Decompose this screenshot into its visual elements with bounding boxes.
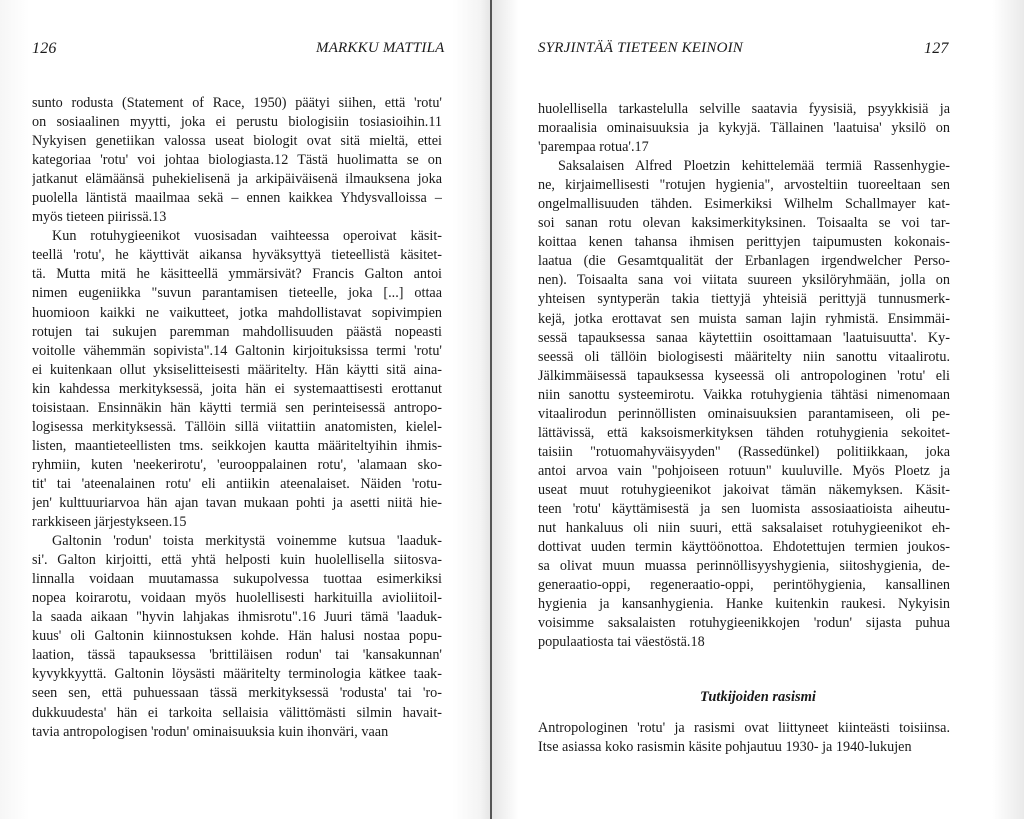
text-line: linnalla voidaan muutamassa sukupolvessa tuottaa esimerkiksi [32, 571, 442, 588]
text-line: useat muut rotuhygieenikot jakoivat tämän näkemyksen. Käsit- [538, 481, 950, 498]
text-line: Saksalaisen Alfred Ploetzin kehittelemää termiä Rassenhygie- [558, 158, 950, 175]
text-line: vitaalirodun perinnöllisten ominaisuuksien parantamiseen, oli pe- [538, 405, 950, 422]
text-line: Kun rotuhygieenikot vuosisadan vaihteessa operoivat käsit- [52, 228, 442, 245]
text-line: huolellisella tarkastelulla selville saatavia fyysisiä, psyykkisiä ja [538, 101, 950, 117]
text-line: myös tieteen piirissä.13 [32, 209, 167, 226]
text-line: Jälkimmäisessä tapauksessa kyseessä oli antropologinen 'rotu' eli [538, 367, 950, 384]
text-line: listen, maantieteellisten tms. seikkojen kautta määriteltyihin ihmis- [32, 437, 442, 454]
text-line: huomioon kaikki ne vaikutteet, jotka mahdollistavat sopivimpien [32, 304, 442, 321]
text-line: jen' kulttuuriarvoa hän ajan tavan mukaan pohti ja asetti niitä hie- [32, 494, 442, 511]
text-line: nimen eugeniikka "suvun parantamisen tieteelle, joka [...] ottaa [32, 285, 442, 302]
text-line: hygienia ja kansanhygienia. Hanke kuitenkin raukesi. Nykyisin [538, 596, 950, 613]
text-line: moraalisia ominaisuuksia ja kykyjä. Tällainen 'laatuisa' yksilö on [538, 120, 950, 137]
text-line: jatkanut elämäänsä puhekielisenä ja arkipäiväisenä ilmauksena joka [32, 171, 442, 188]
text-line: yhteisen syntyperän takia tiettyjä yhteisiä perittyjä tunnusmerk- [538, 291, 950, 308]
text-line: sessä tapauksessa sanaa käytettiin osoittamaan 'laatuisuutta'. Ky- [538, 329, 950, 346]
text-line: nut hankaluus oli niin suuri, että saksalaiset rotuhygieenikot eh- [538, 520, 950, 537]
text-line: dottivat uuden termin käyttöönottoa. Ehdotettujen termien joukos- [538, 539, 950, 556]
text-line: ne, kirjaimellisesti "rotujen hygienia", arvosteltiin tuoreeltaan sen [538, 177, 950, 194]
text-line: Itse asiassa koko rasismin käsite pohjautuu 1930- ja 1940-lukujen [538, 739, 912, 756]
text-line: ongelmallisuuden tähden. Esimerkiksi Wilhelm Schallmayer kat- [538, 196, 950, 213]
text-line: kin kahdessa merkityksessä, joita hän ei systemaattisesti erottanut [32, 380, 442, 397]
text-line: nen). Toisaalta sana voi viitata suureen yksilöryhmään, jolla on [538, 272, 950, 289]
text-line: voitolle vähemmän sopivista".14 Galtonin kirjoituksissa termi 'rotu' [32, 342, 442, 359]
text-line: kejä, jotka erottavat sen muista saman lajin ryhmistä. Ensimmäi- [538, 310, 950, 327]
text-line: ryhmiin, kuten 'neekerirotu', 'eurooppalainen rotu', 'alamaan sko- [32, 456, 442, 473]
text-line: generaatio-oppi, regeneraatio-oppi, perintöhygienia, kansallinen [538, 577, 950, 594]
text-line: soi sanan rotu olevan kaksimerkityksinen. Toisaalta se voi tar- [538, 215, 950, 232]
text-line: 'parempaa rotua'.17 [538, 139, 649, 156]
text-line: ei kuitenkaan ollut yksiselitteisesti määritelty. Hän käytti sitä aina- [32, 361, 442, 378]
text-line: on sosiaalinen myytti, joka ei perustu biologisiin tosiasioihin.11 [32, 114, 442, 131]
text-line: rarkkiseen järjestykseen.15 [32, 514, 187, 531]
text-line: Galtonin 'rodun' toista merkitystä voinemme kutsua 'laaduk- [52, 533, 442, 550]
right-page [492, 0, 1024, 819]
text-line: teellä 'rotu', he käyttivät aikansa hyväksyttyä tieteellistä käsitet- [32, 247, 442, 264]
text-line: kategoriaa 'rotu' voi johtaa biologiasta.12 Tästä huolimatta se on [32, 152, 442, 169]
text-line: dukkuudesta' hän ei tarkoita sellaisia välittömästi silmin havait- [32, 704, 442, 721]
text-line: kuus' oli Galtonin kiinnostuksen kohde. Hän halusi nostaa popu- [32, 628, 442, 645]
text-line: puolella läntistä maailmaa sekä – ennen kaikkea Yhdysvalloissa – [32, 190, 442, 207]
left-page [0, 0, 492, 819]
section-heading: Tutkijoiden rasismi [700, 689, 816, 705]
text-line: koittaa kenen tahansa ihmisen perittyjen taipumusten kokonais- [538, 234, 950, 251]
text-line: seen sen, että puhuessaan tässä merkityksessä 'rodusta' tai 'ro- [32, 685, 442, 702]
text-line: tavia antropologisen 'rodun' ominaisuuksia kuin ihonväri, vaan [32, 723, 389, 740]
text-line: la saada aikaan "hyvin lahjakas ihmisrotu".16 Juuri tämä 'laaduk- [32, 609, 442, 626]
text-line: Antropologinen 'rotu' ja rasismi ovat liittyneet kiinteästi toisiinsa. [538, 720, 950, 736]
text-line: Nykyisen genetiikan valossa useat biologit ovat sitä mieltä, ettei [32, 133, 442, 150]
text-line: lättävissä, että kaksoismerkityksen tähden rotuhygienia sekoitet- [538, 424, 950, 441]
page-number-left: 126 [32, 40, 57, 57]
text-line: taisiin "rotuomahyväisyyden" (Rassedünkel) politiikkaan, joka [538, 443, 950, 460]
text-line: sa olivat muun muassa perinnöllisyyshygienia, siitoshygienia, de- [538, 558, 950, 575]
text-line: voisimme saksalaisten rotuhygieenikkojen 'rodun' sijasta puhua [538, 615, 950, 632]
text-line: niin sanottu systeemirotu. Vaikka rotuhygienia tähtäsi nimenomaan [538, 386, 950, 403]
text-line: antoi arvoa vain "pohjoiseen rotuun" kuuluville. Myös Ploetz ja [538, 462, 950, 479]
running-head-left: MARKKU MATTILA [316, 40, 445, 56]
text-line: logisessa merkityksessä. Tällöin sillä viitattiin anatomisten, kielel- [32, 418, 442, 435]
running-head-right: SYRJINTÄÄ TIETEEN KEINOIN [538, 40, 744, 56]
right-body-text-after [538, 719, 950, 757]
text-line: sunto rodusta (Statement of Race, 1950) päätyi siihen, että 'rotu' [32, 95, 442, 111]
text-line: nopea koirarotu, voidaan myös huolellisesti harkituilla avioliitoil- [32, 590, 442, 607]
text-line: laatua (die Gesamtqualität der Erbanlagen irgendwelcher Perso- [538, 253, 950, 270]
text-line: populaatiosta tai väestöstä.18 [538, 634, 705, 651]
left-body-text [32, 94, 442, 742]
text-line: rotujen tai sukujen paremman mahdollisuuden päästä nopeasti [32, 323, 442, 340]
text-line: si'. Galton kirjoitti, että yhtä helposti kuin huolellisella siitosva- [32, 552, 442, 569]
text-line: laation, tässä tapauksessa 'brittiläisen rodun' tai 'kansakunnan' [32, 647, 442, 664]
text-line: toisistaan. Ensinnäkin hän käytti termiä sen perinteisessä antropo- [32, 399, 442, 416]
text-line: tä. Mutta mitä he käsitteellä ymmärsivät? Francis Galton antoi [32, 266, 442, 283]
text-line: seessä oli tällöin biologisesti määritelty niin sanottu vitaalirotu. [538, 348, 950, 365]
page-number-right: 127 [924, 40, 949, 57]
right-body-text [538, 100, 950, 652]
text-line: kyvykkyyttä. Galtonin löysästi määritelty terminologia kätkee taak- [32, 666, 442, 683]
text-line: teen 'rotu' käyttämisestä ja sen luomista assosiaatioista aiheutu- [538, 500, 950, 517]
text-line: tit' tai 'ateenalainen rotu' eli antiikin ateenalaiset. Näiden 'rotu- [32, 475, 442, 492]
